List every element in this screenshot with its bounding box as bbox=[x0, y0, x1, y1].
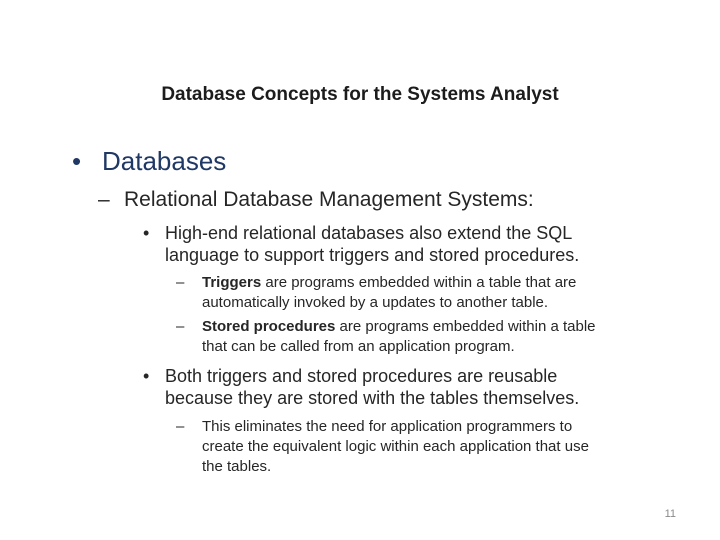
subheading-rdbms bbox=[98, 188, 534, 212]
sub-point-text: are programs embedded within a table that are bbox=[261, 274, 577, 291]
dash-icon: – bbox=[98, 188, 110, 211]
bullet-icon: • bbox=[72, 146, 82, 176]
page-number: 11 bbox=[664, 508, 676, 520]
sub-point-text: create the equivalent logic within each application that use bbox=[202, 438, 589, 455]
bullet-point-line: High-end relational databases also extend the SQL bbox=[165, 223, 573, 243]
bullet-databases-label: Databases bbox=[102, 146, 227, 176]
sub-point-text: This eliminates the need for application programmers to bbox=[202, 418, 573, 435]
sub-point-text: automatically invoked by a updates to another table. bbox=[202, 294, 549, 311]
bullet-point-line: language to support triggers and stored procedures. bbox=[165, 245, 580, 265]
bullet-icon: • bbox=[143, 366, 150, 386]
dash-icon: – bbox=[176, 274, 185, 291]
dash-icon: – bbox=[176, 418, 185, 435]
sub-point-text: that can be called from an application program. bbox=[202, 338, 515, 355]
bullet-point-line: Both triggers and stored procedures are reusable bbox=[165, 366, 558, 386]
term-triggers: Triggers bbox=[202, 274, 262, 291]
sub-point-text: the tables. bbox=[202, 458, 272, 475]
subheading-rdbms-label: Relational Database Management Systems: bbox=[124, 188, 534, 211]
sub-point-text: are programs embedded within a table bbox=[335, 318, 596, 335]
slide-title: Database Concepts for the Systems Analyst bbox=[161, 84, 559, 105]
dash-icon: – bbox=[176, 318, 185, 335]
bullet-icon: • bbox=[143, 223, 150, 243]
term-stored-procedures: Stored procedures bbox=[202, 318, 336, 335]
bullet-point-line: because they are stored with the tables themselves. bbox=[165, 388, 580, 408]
